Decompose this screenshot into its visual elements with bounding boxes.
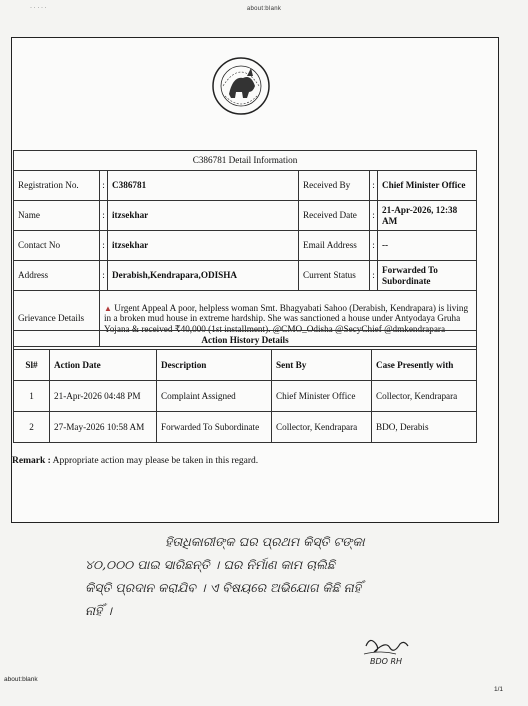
browser-header-left: · · · · · [30, 5, 47, 11]
cell-description: Forwarded To Subordinate [157, 412, 272, 443]
value-registration: C386781 [108, 171, 299, 201]
browser-footer-url: about:blank [4, 676, 38, 683]
cell-sl: 1 [14, 381, 50, 412]
table-row [14, 381, 477, 412]
handwritten-line: ହିତାଧିକାରୀଙ୍କ ଘର ପ୍ରଥମ କିସ୍ତି ଟଙ୍କା [165, 534, 365, 549]
col-header-sl: Sl# [14, 350, 50, 381]
table-row [14, 231, 477, 261]
label-received-by: Received By [299, 171, 370, 201]
colon: : [100, 201, 108, 231]
value-contact: itzsekhar [108, 231, 299, 261]
table-header-row [14, 350, 477, 381]
value-received-date: 21-Apr-2026, 12:38 AM [378, 201, 477, 231]
handwritten-line: ନାହିଁ । [85, 603, 112, 618]
label-email: Email Address [299, 231, 370, 261]
col-header-sent-by: Sent By [272, 350, 372, 381]
cell-case-with: BDO, Derabis [372, 412, 477, 443]
page-number: 1/1 [494, 686, 504, 693]
value-received-by: Chief Minister Office [378, 171, 477, 201]
grievance-text: Urgent Appeal A poor, helpless woman Smt. Bhagyabati Sahoo (Derabish, Kendrapara) is living in a broken mud house in extreme hardship. She was sanctioned a house under Antyodaya Gruha Yojana & received ₹40,000 (1st installment). @CMO_Odisha @SecyChief @dmkendrapara [104, 302, 469, 334]
history-table-title: Action History Details [14, 331, 477, 350]
cell-sl: 2 [14, 412, 50, 443]
value-name: itzsekhar [108, 201, 299, 231]
remark-line [12, 456, 258, 466]
col-header-action-date: Action Date [50, 350, 157, 381]
colon: : [100, 261, 108, 291]
cell-description: Complaint Assigned [157, 381, 272, 412]
colon: : [370, 201, 378, 231]
value-address: Derabish,Kendrapara,ODISHA [108, 261, 299, 291]
cell-case-with: Collector, Kendrapara [372, 381, 477, 412]
cell-sent-by: Chief Minister Office [272, 381, 372, 412]
col-header-description: Description [157, 350, 272, 381]
action-history-table [13, 330, 477, 443]
odisha-government-emblem-icon [209, 46, 273, 126]
label-address: Address [14, 261, 100, 291]
colon: : [370, 231, 378, 261]
colon: : [100, 171, 108, 201]
value-current-status: Forwarded To Subordinate [378, 261, 477, 291]
cell-sent-by: Collector, Kendrapara [272, 412, 372, 443]
detail-information-table [13, 150, 477, 347]
table-row [14, 261, 477, 291]
label-name: Name [14, 201, 100, 231]
handwritten-line: ୪୦,୦୦୦ ପାଇ ସାରିଛନ୍ତି । ଘର ନିର୍ମାଣ କାମ ଚାଲିଛି [85, 557, 335, 572]
alert-icon: ▲ [104, 303, 112, 313]
label-grievance-details: Grievance Details [14, 291, 100, 347]
label-contact: Contact No [14, 231, 100, 261]
label-received-date: Received Date [299, 201, 370, 231]
col-header-case-presently-with: Case Presently with [372, 350, 477, 381]
handwritten-line: କିସ୍ତି ପ୍ରଦାନ କରାଯିବ । ଏ ବିଷୟରେ ଅଭିଯୋଗ କିଛି ନାହିଁ [85, 580, 362, 595]
label-registration: Registration No. [14, 171, 100, 201]
colon: : [370, 261, 378, 291]
handwritten-note [85, 530, 485, 622]
detail-table-title: C386781 Detail Information [14, 151, 477, 171]
officer-signature [360, 632, 420, 668]
label-current-status: Current Status [299, 261, 370, 291]
browser-header-url: about:blank [246, 6, 282, 12]
value-email: -- [378, 231, 477, 261]
colon: : [370, 171, 378, 201]
table-row [14, 412, 477, 443]
cell-action-date: 21-Apr-2026 04:48 PM [50, 381, 157, 412]
table-row [14, 201, 477, 231]
signature-text: BDO RH [370, 657, 403, 666]
table-row [14, 171, 477, 201]
remark-label: Remark : [12, 456, 51, 466]
remark-text: Appropriate action may please be taken in this regard. [52, 456, 259, 466]
cell-action-date: 27-May-2026 10:58 AM [50, 412, 157, 443]
colon: : [100, 231, 108, 261]
